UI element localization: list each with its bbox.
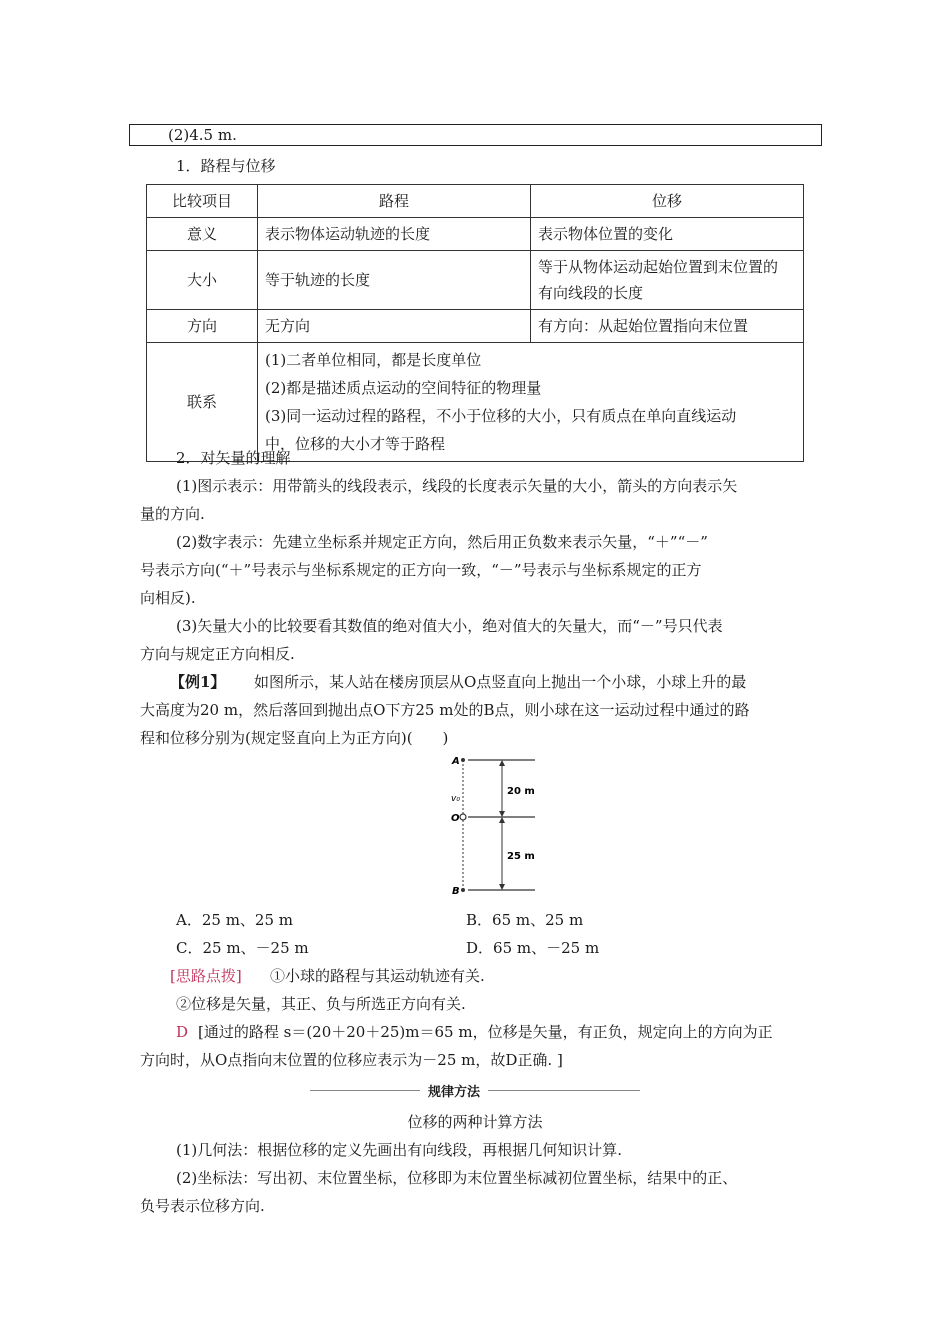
comparison-table [146,184,804,462]
table-header-cell: 比较项目 [147,185,258,218]
previous-answer-text: (2)4.5 m. [168,126,237,144]
table-cell: 方向 [147,310,258,343]
arrowhead [499,811,505,817]
table-cell [258,343,804,462]
option-c: C．25 m、－25 m [176,939,309,957]
table-cell: 表示物体运动轨迹的长度 [258,218,531,251]
table-row [147,310,804,343]
method-title: 位移的两种计算方法 [407,1113,543,1131]
table-cell [531,251,804,310]
section2-title: 2．对矢量的理解 [176,449,291,467]
relation-line: (1)二者单位相同，都是长度单位 [265,351,482,369]
table-header-cell: 位移 [531,185,804,218]
paragraph-line: 号表示方向(“＋”号表示与坐标系规定的正方向一致，“－”号表示与坐标系规定的正方 [140,561,702,579]
paragraph-line: 方向与规定正方向相反. [140,645,295,663]
example-line: 大高度为20 m，然后落回到抛出点O下方25 m处的B点，则小球在这一运动过程中通过的路 [140,701,750,719]
table-row [147,343,804,462]
arrowhead [499,760,505,766]
method-line: (2)坐标法：写出初、末位置坐标，位移即为末位置坐标减初位置坐标，结果中的正、 [176,1169,738,1187]
dim-label-upper: 20 m [507,786,535,797]
table-header-row [147,185,804,218]
banner-title: 规律方法 [420,1081,488,1100]
paragraph-line: 向相反). [140,589,196,607]
method-line: (1)几何法：根据位移的定义先画出有向线段，再根据几何知识计算. [176,1141,623,1159]
option-a: A．25 m、25 m [176,911,293,929]
example-line: 程和位移分别为(规定竖直向上为正方向)( ) [140,729,449,747]
method-banner [310,1080,640,1102]
relation-line: (3)同一运动过程的路程，不小于位移的大小，只有质点在单向直线运动 [265,407,737,425]
table-cell: 联系 [147,343,258,462]
relation-line: (2)都是描述质点运动的空间特征的物理量 [265,379,542,397]
hint-label: [思路点拨] [170,967,242,985]
label-b: B [452,886,460,897]
example-line: 如图所示，某人站在楼房顶层从O点竖直向上抛出一个小球，小球上升的最 [254,673,747,691]
relation-line: 中，位移的大小才等于路程 [265,435,446,453]
table-cell: 无方向 [258,310,531,343]
arrowhead [499,884,505,890]
dim-label-lower: 25 m [507,851,535,862]
motion-diagram [440,750,550,900]
previous-answer-box [129,124,822,146]
table-cell: 意义 [147,218,258,251]
point-a [461,758,465,762]
paragraph-line: (1)图示表示：用带箭头的线段表示，线段的长度表示矢量的大小，箭头的方向表示矢 [176,477,738,495]
table-row [147,218,804,251]
option-d: D．65 m、－25 m [466,939,600,957]
table-cell: 表示物体位置的变化 [531,218,804,251]
table-cell-line: 有向线段的长度 [538,284,644,302]
table-cell-line: 等于从物体运动起始位置到末位置的 [538,258,779,276]
hint-line: ①小球的路程与其运动轨迹有关. [270,967,485,985]
option-b: B．65 m、25 m [466,911,584,929]
table-row [147,251,804,310]
table-cell: 等于轨迹的长度 [258,251,531,310]
answer-line: 方向时，从O点指向末位置的位移应表示为－25 m，故D正确. ] [140,1051,563,1069]
paragraph-line: (3)矢量大小的比较要看其数值的绝对值大小，绝对值大的矢量大，而“－”号只代表 [176,617,723,635]
point-b [461,888,465,892]
section1-title: 1．路程与位移 [176,157,276,175]
example-label: 【例1】 [170,673,226,691]
label-a: A [452,756,460,767]
hint-line: ②位移是矢量，其正、负与所选正方向有关. [176,995,466,1013]
table-cell: 有方向：从起始位置指向末位置 [531,310,804,343]
table-header-cell: 路程 [258,185,531,218]
label-v0: v₀ [451,794,460,804]
method-line: 负号表示位移方向. [140,1197,265,1215]
ball-o [460,814,466,820]
table-cell: 大小 [147,251,258,310]
paragraph-line: (2)数字表示：先建立坐标系并规定正方向，然后用正负数来表示矢量，“＋”“－” [176,533,708,551]
paragraph-line: 量的方向. [140,505,205,523]
answer-line: [通过的路程 s＝(20＋20＋25)m＝65 m，位移是矢量，有正负，规定向上的方向为正 [198,1023,773,1041]
answer-letter: D [176,1023,189,1041]
label-o: O [451,813,460,824]
arrowhead [499,817,505,823]
